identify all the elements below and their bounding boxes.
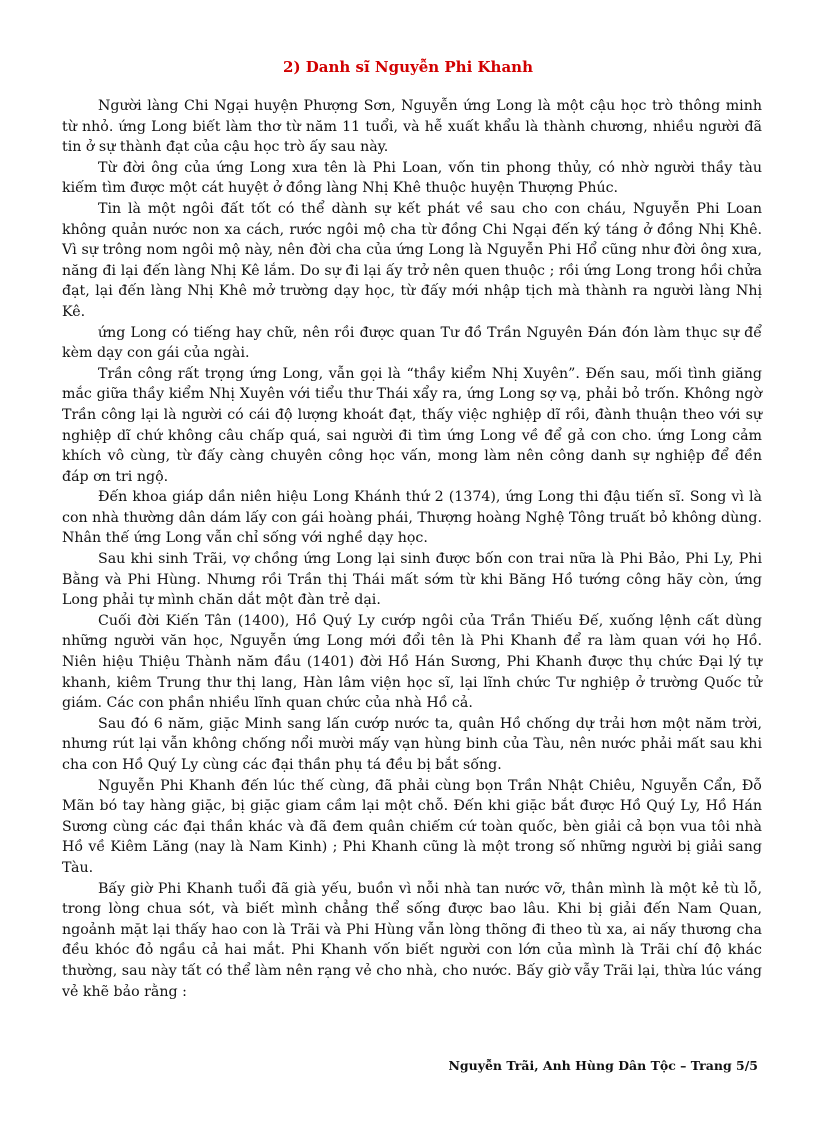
paragraph: Tin là một ngôi đất tốt có thể dành sự kết phát về sau cho con cháu, Nguyễn Phi Loan không quản nước non xa cách, rước ngôi mộ cha từ đồng Chi Ngại đến ký táng ở đồng Nhị Khê. Vì sự trông nom ngôi mộ này, nên đời cha của ứng Long là Nguyễn Phi Hổ cũng như đời ông xưa, năng đi lại đến làng Nhị Kê lắm. Do sự đi lại ấy trở nên quen thuộc ; rồi ứng Long trong hồi chửa đạt, lại đến làng Nhị Khê mở trường dạy học, từ đấy mới nhập tịch mà thành ra người làng Nhị Kê.: [62, 200, 762, 320]
paragraph: Cuối đời Kiến Tân (1400), Hồ Quý Ly cướp ngôi của Trần Thiếu Đế, xuống lệnh cất dùng những người văn học, Nguyễn ứng Long mới đổi tên là Phi Khanh để ra làm quan với họ Hồ. Niên hiệu Thiệu Thành năm đầu (1401) đời Hồ Hán Sương, Phi Khanh được thụ chức Đại lý tự khanh, kiêm Trung thư thị lang, Hàn lâm viện học sĩ, lại lĩnh chức Tư nghiệp ở trường Quốc tử giám. Các con phần nhiều lĩnh quan chức của nhà Hồ cả.: [62, 612, 762, 712]
paragraph: Từ đời ông của ứng Long xưa tên là Phi Loan, vốn tin phong thủy, có nhờ người thầy tàu kiếm tìm được một cát huyệt ở đồng làng Nhị Khê thuộc huyện Thượng Phúc.: [62, 159, 762, 197]
paragraph: Bấy giờ Phi Khanh tuổi đã già yếu, buồn vì nỗi nhà tan nước vỡ, thân mình là một kẻ tù lỗ, trong lòng chua sót, và biết mình chẳng thể sống được bao lâu. Khi bị giải đến Nam Quan, ngoảnh mặt lại thấy hao con là Trãi và Phi Hùng vẫn lòng thõng đi theo tù xa, ai nấy thương cha đều khóc đỏ ngầu cả hai mắt. Phi Khanh vốn biết người con lớn của mình là Trãi chí độ khác thường, sau này tất có thể làm nên rạng vẻ cho nhà, cho nước. Bấy giờ vẫy Trãi lại, thừa lúc váng vẻ khẽ bảo rằng :: [62, 880, 762, 1000]
paragraph: ứng Long có tiếng hay chữ, nên rồi được quan Tư đồ Trần Nguyên Đán đón làm thục sự để kèm dạy con gái của ngài.: [62, 324, 762, 362]
paragraph: Nguyễn Phi Khanh đến lúc thế cùng, đã phải cùng bọn Trần Nhật Chiêu, Nguyễn Cẩn, Đỗ Mãn bó tay hàng giặc, bị giặc giam cầm lại một chỗ. Đến khi giặc bắt được Hồ Quý Ly, Hồ Hán Sương cùng các đại thần khác và đã đem quân chiếm cứ toàn quốc, bèn giải cả bọn vua tôi nhà Hồ về Kiêm Lăng (nay là Nam Kinh) ; Phi Khanh cũng là một trong số những người bị giải sang Tàu.: [62, 777, 762, 876]
paragraph: Người làng Chi Ngại huyện Phượng Sơn, Nguyễn ứng Long là một cậu học trò thông minh từ nhỏ. ứng Long biết làm thơ từ năm 11 tuổi, và hễ xuất khẩu là thành chương, nhiều người đã tin ở sự thành đạt của cậu học trò ấy sau này.: [62, 98, 762, 156]
paragraph: Đến khoa giáp dần niên hiệu Long Khánh thứ 2 (1374), ứng Long thi đậu tiến sĩ. Song vì là con nhà thường dân dám lấy con gái hoàng phái, Thượng hoàng Nghệ Tông truất bỏ không dùng. Nhân thế ứng Long vẫn chỉ sống với nghề dạy học.: [62, 489, 762, 547]
paragraph: Trần công rất trọng ứng Long, vẫn gọi là “thầy kiểm Nhị Xuyên”. Đến sau, mối tình giăng mắc giữa thầy kiểm Nhị Xuyên với tiểu thư Thái xẩy ra, ứng Long sợ vạ, phải bỏ trốn. Không ngờ Trần công lại là người có cái độ lượng khoát đạt, thấy việc nghiệp dĩ rồi, đành thuận theo với sự nghiệp dĩ chứ không câu chấp quá, sai người đi tìm ứng Long về để gả con cho. ứng Long cảm khích vô cùng, từ đấy càng chuyên công học vấn, mong làm nên công danh sự nghiệp để đền đáp ơn tri ngộ.: [62, 365, 762, 485]
page-footer: Nguyễn Trãi, Anh Hùng Dân Tộc – Trang 5/5: [448, 1058, 758, 1073]
section-title: 2) Danh sĩ Nguyễn Phi Khanh: [283, 58, 533, 76]
paragraph: Sau đó 6 năm, giặc Minh sang lấn cướp nước ta, quân Hồ chống dự trải hơn một năm trời, nhưng rút lại vẫn không chống nổi mười mấy vạn hùng binh của Tàu, nên nước phải mất sau khi cha con Hồ Quý Ly cùng các đại thần phụ tá đều bị bắt sống.: [62, 715, 762, 773]
body-text: [62, 96, 762, 1002]
paragraph: Sau khi sinh Trãi, vợ chồng ứng Long lại sinh được bốn con trai nữa là Phi Bảo, Phi Ly, Phi Bằng và Phi Hùng. Nhưng rồi Trần thị Thái mất sớm từ khi Băng Hồ tướng công hãy còn, ứng Long phải tự mình chăn dắt một đàn trẻ dại.: [62, 551, 762, 609]
